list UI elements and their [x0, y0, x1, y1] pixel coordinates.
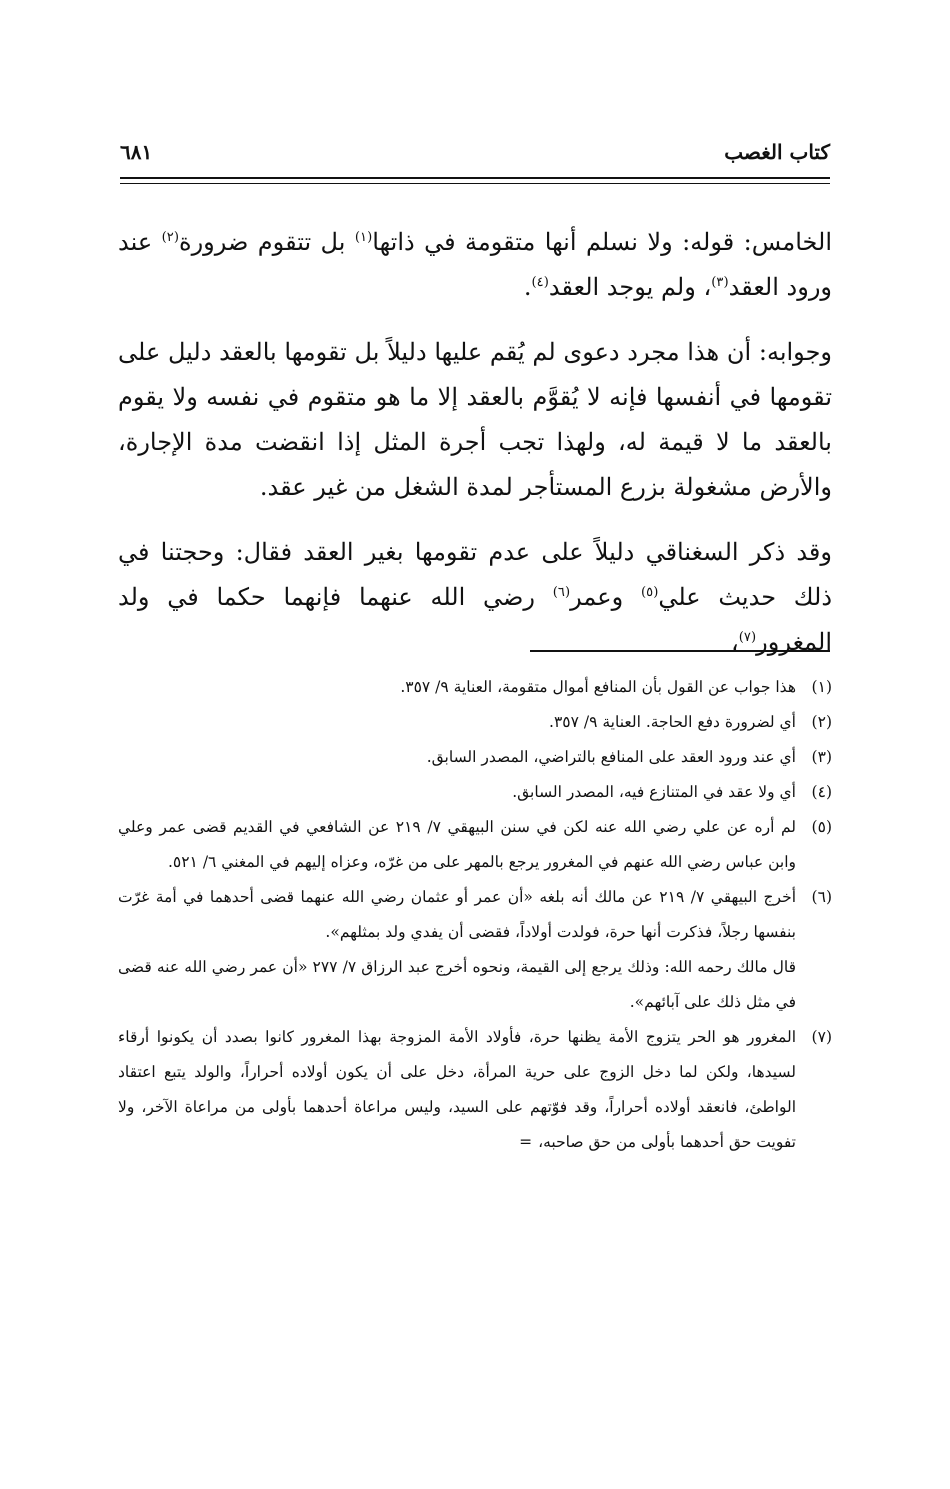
paragraph-3: وقد ذكر السغناقي دليلاً على عدم تقومها بغير العقد فقال: وحجتنا في ذلك حديث علي$^{(٥)}$ وعمر$^{(٦)}$ رضي الله عنهما فإنهما حكما في ولد المغرور$^{(٧)}$،	[118, 538, 833, 656]
chapter-title: كتاب الغصب	[724, 140, 830, 164]
footnote-5: (٥) لم أره عن علي رضي الله عنه لكن في سنن البيهقي ٧/ ٢١٩ عن الشافعي في القديم قضى عمر وعلي وابن عباس رضي الله عنهم في المغرور يرجع بالمهر على من غرّه، وعزاه إليهم في المغني ٦/ ٥٢١.	[118, 818, 832, 871]
footnote-ref: (١)	[354, 230, 373, 245]
footnote-ref: (٥)	[640, 585, 659, 600]
continuation-mark: =	[519, 1133, 533, 1151]
main-text	[118, 220, 832, 685]
footnote-6-continued: قال مالك رحمه الله: وذلك يرجع إلى القيمة، ونحوه أخرج عبد الرزاق ٧/ ٢٧٧ «أن عمر رضي الله عنه قضى في مثل ذلك على آبائهم».	[118, 958, 796, 1011]
footnote-6: (٦) أخرج البيهقي ٧/ ٢١٩ عن مالك أنه بلغه «أن عمر أو عثمان رضي الله عنهما قضى أحدهما في أمة غرّت بنفسها رجلاً، فذكرت أنها حرة، فولدت أولاداً، فقضى أن يفدي ولد بمثلهم».	[118, 888, 832, 941]
paragraph-2: وجوابه: أن هذا مجرد دعوى لم يُقم عليها دليلاً بل تقومها بالعقد دليل على تقومها في أنفسها فإنه لا يُقوَّم بالعقد إلا ما هو متقوم في نفسه ولا يقوم بالعقد ما لا قيمة له، ولهذا تجب أجرة المثل إذا انقضت مدة الإجارة، والأرض مشغولة بزرع المستأجر لمدة الشغل من غير عقد.	[118, 338, 832, 501]
paragraph-1: الخامس: قوله: ولا نسلم أنها متقومة في ذاتها$^{(١)}$ بل تتقوم ضرورة$^{(٢)}$ عند ورود العقد$^{(٣)}$، ولم يوجد العقد$^{(٤)}$.	[118, 228, 833, 301]
footnote-3: (٣) أي عند ورود العقد على المنافع بالتراضي، المصدر السابق.	[426, 748, 832, 766]
footnote-separator	[530, 650, 830, 652]
footnote-ref: (٢)	[161, 230, 179, 245]
header-rule-thin	[120, 183, 830, 184]
footnote-ref: (٤)	[531, 275, 549, 290]
page-number: ٦٨١	[120, 140, 153, 164]
footnote-2: (٢) أي لضرورة دفع الحاجة. العناية ٩/ ٣٥٧.	[549, 713, 832, 731]
footnotes	[118, 670, 832, 1160]
running-header	[120, 140, 830, 180]
footnote-ref: (٦)	[552, 585, 571, 600]
footnote-4: (٤) أي ولا عقد في المتنازع فيه، المصدر السابق.	[512, 783, 832, 801]
footnote-ref: (٧)	[738, 630, 757, 645]
footnote-1: (١) هذا جواب عن القول بأن المنافع أموال متقومة، العناية ٩/ ٣٥٧.	[400, 678, 832, 696]
footnote-7: (٧) المغرور هو الحر يتزوج الأمة يظنها حرة، فأولاد الأمة المزوجة بهذا المغرور كانوا بصدد أن يكونوا أرقاء لسيدها، ولكن لما دخل الزوج على حرية المرأة، دخل على أن يكون أولاده أحراراً، والولد يتبع اعتقاد الواطئ، فانعقد أولاده أحراراً، وقد فوّتهم على السيد، وليس مراعاة أحدهما بأولى من مراعاة الآخر، ولا تفويت حق أحدهما بأولى من حق صاحبه،=	[118, 1028, 832, 1151]
header-rule-thick	[120, 177, 830, 179]
footnote-ref: (٣)	[711, 275, 729, 290]
